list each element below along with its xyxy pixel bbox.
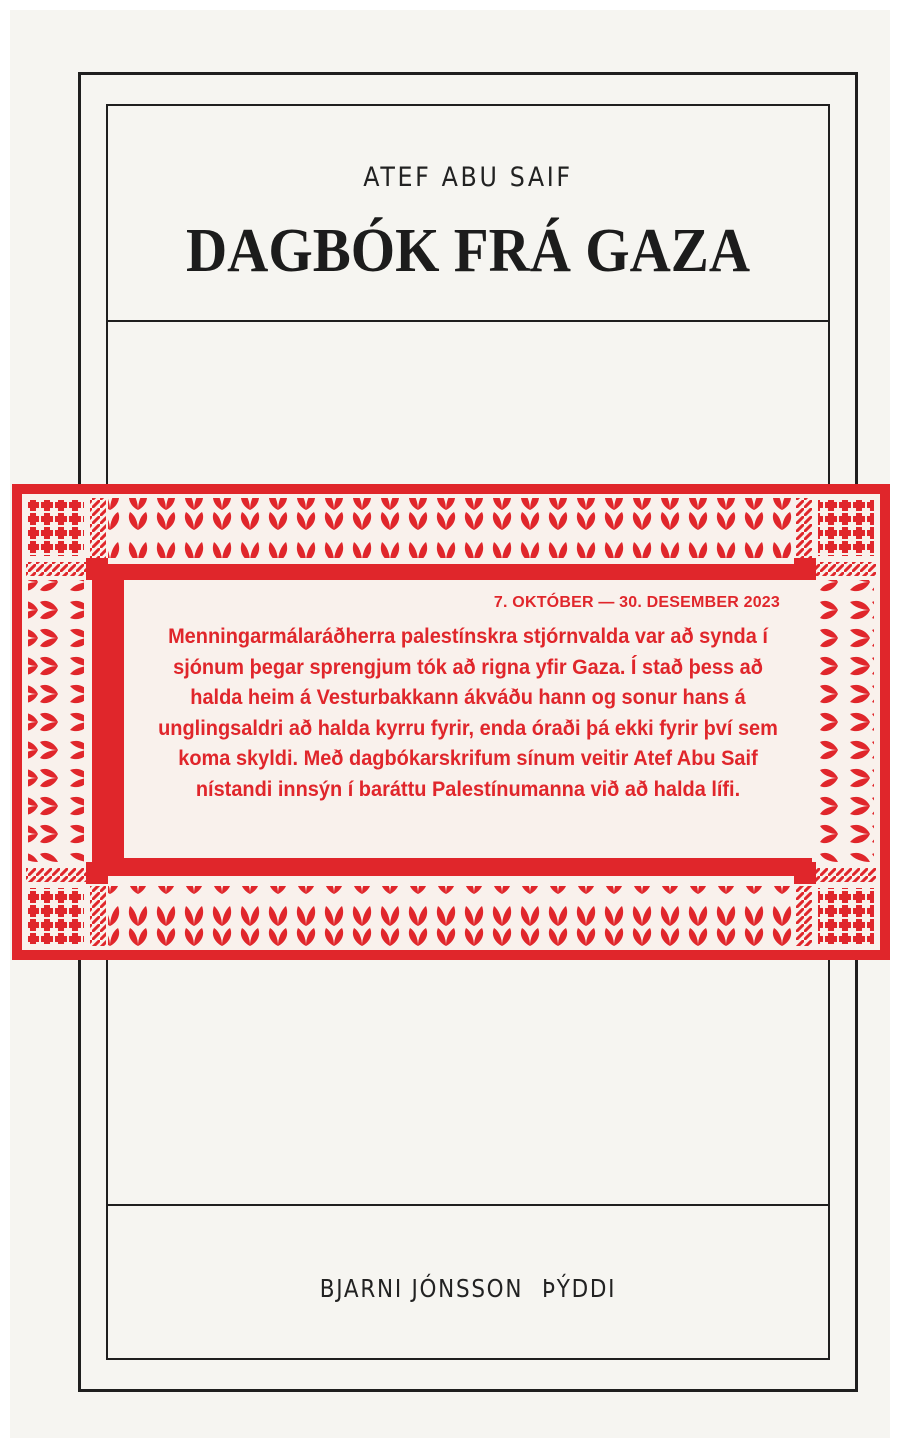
red-belly-band: [12, 484, 890, 960]
footer-divider: [106, 1204, 830, 1206]
date-range: 7. OKTÓBER — 30. DESEMBER 2023: [493, 594, 780, 611]
translator-role: ÞÝDDI: [542, 1274, 617, 1303]
title-divider: [106, 320, 830, 322]
book-title: DAGBÓK FRÁ GAZA: [185, 217, 751, 285]
author-name: ATEF ABU SAIF: [363, 162, 573, 193]
blurb-text: Menningarmálaráðherra palestínskra stjórnvalda var að synda í sjónum þegar sprengjum tók að rigna yfir Gaza. Í stað þess að halda heim á Vesturbakkann ákváðu hann og sonur hans á unglingsaldri að halda kyrru fyrir, enda óraði þá ekki fyrir því sem koma skyldi. Með dagbókarskrifum sínum veitir Atef Abu Saif nístandi innsýn í baráttu Palestínumanna við að halda lífi.: [158, 625, 778, 801]
translator-name: BJARNI JÓNSSON: [319, 1274, 524, 1303]
blurb-panel: [124, 580, 812, 858]
translator-credit: [157, 1274, 780, 1303]
